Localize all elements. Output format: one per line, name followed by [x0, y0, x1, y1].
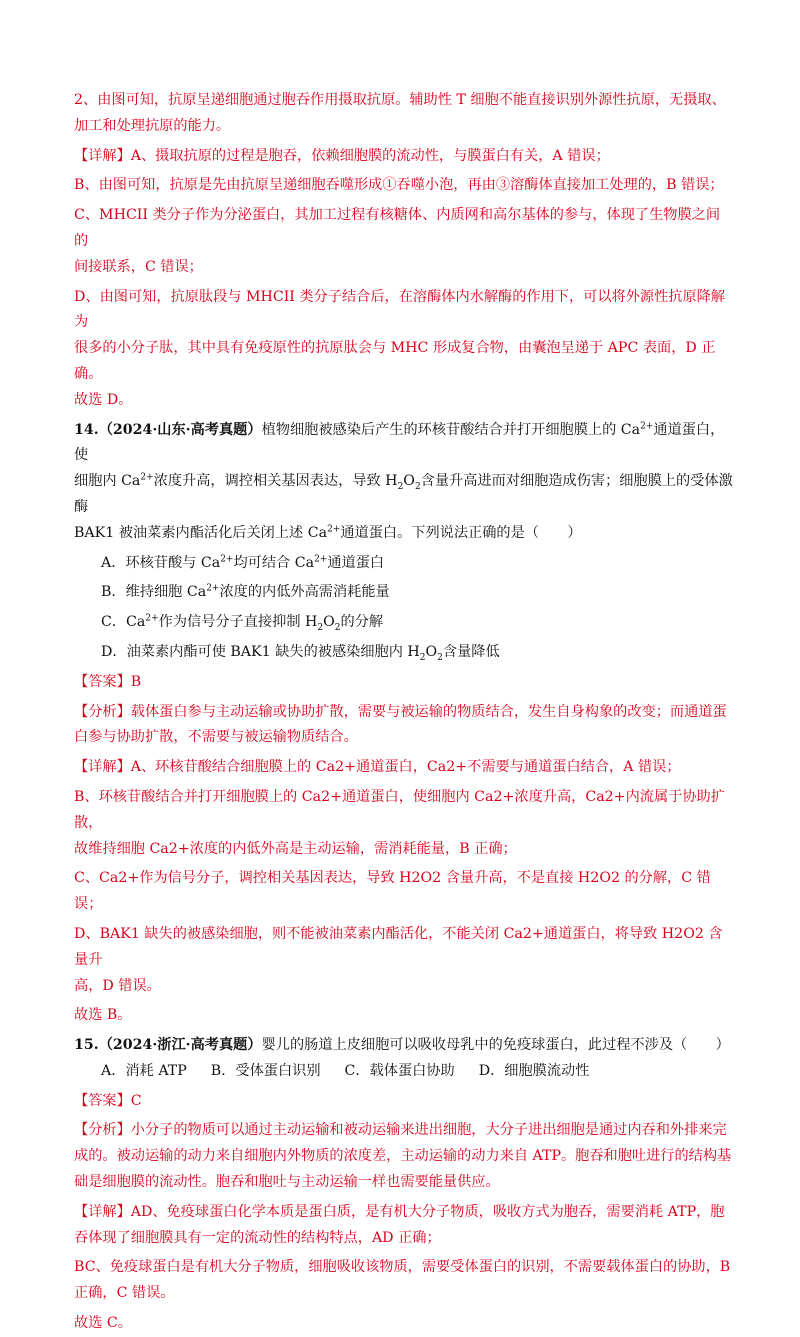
text-line: 2、由图可知，抗原呈递细胞通过胞吞作用摄取抗原。辅助性 T 细胞不能直接识别外源性抗原，无摄取、: [74, 92, 726, 108]
option-text: O: [323, 614, 335, 631]
subscript: 2: [334, 622, 341, 633]
text-line: D、由图可知，抗原肽段与 MHCII 类分子结合后，在溶酶体内水解酶的作用下，可以将外源性抗原降解为: [74, 288, 726, 331]
detail-line: C、Ca2+作为信号分子，调控相关基因表达，导致 H2O2 含量升高，不是直接 H2O2 的分解，C 错误；: [74, 870, 711, 913]
document-page: [74, 88, 734, 1337]
subscript: 2: [317, 622, 324, 633]
option-text: 含量降低: [442, 643, 500, 660]
text-line: 间接联系，C 错误；: [74, 258, 203, 275]
stem-text: 细胞内 Ca: [74, 473, 141, 490]
final-answer: 故选 C。: [74, 1315, 132, 1332]
detail-line: D、BAK1 缺失的被感染细胞，则不能被油菜素内酯活化，不能关闭 Ca2+通道蛋白，将导致 H2O2 含量升: [74, 925, 723, 968]
option-b: B．受体蛋白识别: [210, 1062, 321, 1079]
question-14-stem-line-1: [74, 418, 734, 470]
question-14-stem-line-2: [74, 469, 734, 521]
stem-text: 通道蛋白，使: [74, 421, 725, 464]
stem-text: 含量升高进而对细胞造成伤害；细胞膜上的受体激酶: [74, 473, 733, 515]
answer-line: 【答案】B: [74, 673, 142, 690]
detail-line: 故维持细胞 Ca2+浓度的内低外高是主动运输，需消耗能量，B 正确；: [74, 840, 517, 857]
text-line: 故选 D。: [74, 391, 133, 408]
option-a: [74, 551, 734, 577]
stem-text: 婴儿的肠道上皮细胞可以吸收母乳中的免疫球蛋白，此过程不涉及（ ）: [261, 1037, 730, 1054]
text-line: C、MHCII 类分子作为分泌蛋白，其加工过程有核糖体、内质网和高尔基体的参与，体现了生物膜之间的: [74, 207, 721, 249]
detail-line: 【详解】AD、免疫球蛋白化学本质是蛋白质，是有机大分子物质，吸收方式为胞吞，需要消耗 ATP，胞: [74, 1203, 725, 1220]
detail-line: 吞体现了细胞膜具有一定的流动性的结构特点，AD 正确；: [74, 1229, 441, 1246]
question-15-options: [74, 1059, 734, 1085]
question-15-stem: [74, 1033, 734, 1059]
subscript: 2: [414, 481, 421, 492]
stem-text: 浓度升高，调控相关基因表达，导致 H: [153, 473, 398, 490]
subscript: 2: [419, 652, 426, 663]
analysis-line: 础是细胞膜的流动性。胞吞和胞吐与主动运输一样也需要能量供应。: [74, 1174, 500, 1191]
detail-line: 高，D 错误。: [74, 977, 161, 994]
option-text: 作为信号分子直接抑制 H: [158, 614, 318, 631]
superscript: 2+: [145, 613, 159, 624]
subscript: 2: [397, 481, 404, 492]
option-text: 浓度的内低外高需消耗能量: [219, 584, 390, 601]
superscript: 2+: [140, 472, 154, 483]
option-d: [74, 640, 734, 666]
stem-text: O: [403, 473, 415, 490]
analysis-line: 【分析】小分子的物质可以通过主动运输和被动运输来进出细胞，大分子进出细胞是通过内吞和外排来完: [74, 1122, 727, 1139]
question-14-stem-line-3: [74, 521, 734, 547]
text-line: 很多的小分子肽，其中具有免疫原性的抗原肽会与 MHC 形成复合物，由囊泡呈递于 APC 表面，D 正确。: [74, 340, 716, 382]
option-b: [74, 580, 734, 606]
detail-line: 正确，C 错误。: [74, 1285, 175, 1302]
option-d: D．细胞膜流动性: [478, 1062, 590, 1079]
answer-line: 【答案】C: [74, 1092, 142, 1109]
option-text: 均可结合 Ca: [233, 554, 315, 571]
option-text: A．环核苷酸与 Ca: [101, 554, 221, 571]
detail-line: B、环核苷酸结合并打开细胞膜上的 Ca2+通道蛋白，使细胞内 Ca2+浓度升高，Ca2+内流属于协助扩散，: [74, 788, 725, 831]
text-line: 【详解】A、摄取抗原的过程是胞吞，依赖细胞膜的流动性，与膜蛋白有关，A 错误；: [74, 147, 610, 164]
question-source: （2024·浙江·高考真题）: [98, 1037, 262, 1054]
option-text: 通道蛋白: [327, 554, 385, 571]
question-number: 15.: [74, 1037, 99, 1054]
superscript: 2+: [640, 420, 654, 431]
superscript: 2+: [327, 524, 341, 535]
text-line: 加工和处理抗原的能力。: [74, 117, 231, 134]
option-text: B．维持细胞 Ca: [101, 584, 207, 601]
final-answer: 故选 B。: [74, 1007, 132, 1024]
text-line: B、由图可知，抗原是先由抗原呈递细胞吞噬形成①吞噬小泡，再由③溶酶体直接加工处理的，B 错误；: [74, 177, 724, 194]
stem-text: BAK1 被油菜素内酯活化后关闭上述 Ca: [74, 524, 328, 541]
stem-text: 通道蛋白。下列说法正确的是（ ）: [340, 524, 582, 541]
superscript: 2+: [220, 553, 234, 564]
detail-line: 【详解】A、环核苷酸结合细胞膜上的 Ca2+通道蛋白，Ca2+不需要与通道蛋白结合，A 错误；: [74, 759, 681, 776]
option-text: O: [425, 643, 438, 660]
option-c: [74, 610, 734, 636]
analysis-line: 【分析】载体蛋白参与主动运输或协助扩散，需要与被运输的物质结合，发生自身构象的改变；而通道蛋: [74, 703, 727, 720]
superscript: 2+: [314, 553, 328, 564]
subscript: 2: [437, 652, 443, 663]
stem-text: 植物细胞被感染后产生的环核苷酸结合并打开细胞膜上的 Ca: [261, 421, 641, 438]
detail-line: BC、免疫球蛋白是有机大分子物质，细胞吸收该物质，需要受体蛋白的识别，不需要载体蛋白的协助，B: [74, 1259, 731, 1276]
superscript: 2+: [206, 583, 220, 594]
option-text: C．Ca: [101, 614, 146, 631]
analysis-line: 白参与协助扩散，不需要与被运输物质结合。: [74, 729, 358, 746]
question-source: （2024·山东·高考真题）: [98, 421, 262, 438]
option-text: 的分解: [340, 614, 384, 631]
analysis-line: 成的。被动运输的动力来自细胞内外物质的浓度差，主动运输的动力来自 ATP。胞吞和胞吐进行的结构基: [74, 1148, 732, 1165]
option-text: D．油菜素内酯可使 BAK1 缺失的被感染细胞内 H: [101, 643, 420, 660]
option-a: A．消耗 ATP: [101, 1062, 187, 1079]
question-number: 14.: [74, 421, 99, 438]
option-c: C．载体蛋白协助: [344, 1062, 455, 1079]
